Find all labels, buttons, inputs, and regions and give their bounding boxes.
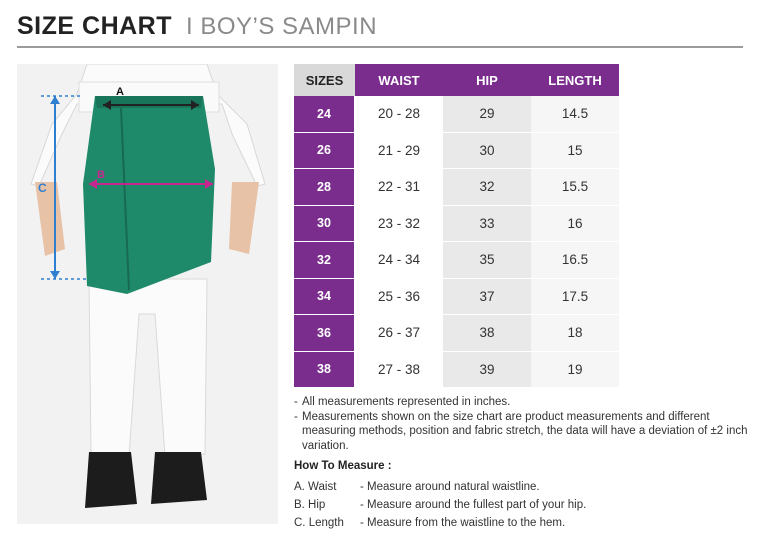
table-row bbox=[294, 96, 619, 133]
how-to-text: - Measure around natural waistline. bbox=[360, 481, 540, 493]
note-item: - All measurements represented in inches. bbox=[294, 396, 511, 408]
how-to-key: C. Length bbox=[294, 517, 344, 529]
page-header bbox=[17, 12, 377, 44]
size-cell: 32 bbox=[294, 242, 355, 279]
sampin-illustration bbox=[17, 64, 278, 524]
table-row bbox=[294, 206, 619, 243]
label-c: C bbox=[38, 181, 47, 195]
waist-cell: 27 - 38 bbox=[355, 352, 443, 389]
product-photo bbox=[17, 64, 278, 524]
header-hip: HIP bbox=[443, 64, 531, 96]
length-cell: 16 bbox=[531, 206, 619, 243]
waist-cell: 25 - 36 bbox=[355, 279, 443, 316]
hip-cell: 30 bbox=[443, 133, 531, 170]
size-cell: 28 bbox=[294, 169, 355, 206]
waist-cell: 26 - 37 bbox=[355, 315, 443, 352]
page-subtitle: I BOY’S SAMPIN bbox=[186, 13, 378, 40]
how-to-text: - Measure from the waistline to the hem. bbox=[360, 517, 566, 529]
table-row bbox=[294, 133, 619, 170]
page-title: SIZE CHART bbox=[17, 12, 172, 40]
table-row bbox=[294, 352, 619, 389]
table-header-row bbox=[294, 64, 619, 96]
header-waist: WAIST bbox=[355, 64, 443, 96]
length-cell: 16.5 bbox=[531, 242, 619, 279]
waist-cell: 20 - 28 bbox=[355, 96, 443, 133]
hip-cell: 37 bbox=[443, 279, 531, 316]
size-cell: 36 bbox=[294, 315, 355, 352]
header-sizes: SIZES bbox=[294, 64, 355, 96]
waist-cell: 23 - 32 bbox=[355, 206, 443, 243]
table-row bbox=[294, 279, 619, 316]
note-item: - Measurements shown on the size chart are product measurements and different measuring methods, position and fabric stretch, the data will have a deviation of ±2 inch variation. bbox=[294, 410, 754, 454]
table-row bbox=[294, 169, 619, 206]
hip-cell: 32 bbox=[443, 169, 531, 206]
length-cell: 17.5 bbox=[531, 279, 619, 316]
waist-cell: 21 - 29 bbox=[355, 133, 443, 170]
length-cell: 15.5 bbox=[531, 169, 619, 206]
size-cell: 26 bbox=[294, 133, 355, 170]
length-cell: 19 bbox=[531, 352, 619, 389]
label-b: B bbox=[97, 169, 105, 181]
how-to-text: - Measure around the fullest part of your hip. bbox=[360, 499, 587, 511]
hip-cell: 33 bbox=[443, 206, 531, 243]
waist-cell: 22 - 31 bbox=[355, 169, 443, 206]
measurement-notes bbox=[294, 395, 754, 453]
size-table bbox=[294, 64, 619, 388]
hip-cell: 35 bbox=[443, 242, 531, 279]
hip-cell: 39 bbox=[443, 352, 531, 389]
label-a: A bbox=[116, 86, 124, 98]
size-cell: 34 bbox=[294, 279, 355, 316]
how-to-title: How To Measure : bbox=[294, 460, 392, 472]
waist-cell: 24 - 34 bbox=[355, 242, 443, 279]
size-cell: 30 bbox=[294, 206, 355, 243]
length-cell: 14.5 bbox=[531, 96, 619, 133]
note-text: Measurements shown on the size chart are product measurements and different measuring methods, position and fabric stretch, the data will have a deviation of ±2 inch variation. bbox=[302, 410, 748, 452]
table-row bbox=[294, 242, 619, 279]
how-to-item bbox=[294, 496, 586, 514]
length-cell: 15 bbox=[531, 133, 619, 170]
how-to-key: A. Waist bbox=[294, 481, 337, 493]
how-to-item bbox=[294, 514, 586, 532]
how-to-key: B. Hip bbox=[294, 499, 326, 511]
size-cell: 24 bbox=[294, 96, 355, 133]
length-cell: 18 bbox=[531, 315, 619, 352]
size-cell: 38 bbox=[294, 352, 355, 389]
hip-cell: 38 bbox=[443, 315, 531, 352]
how-to-item bbox=[294, 478, 586, 496]
note-text: All measurements represented in inches. bbox=[302, 396, 511, 408]
table-row bbox=[294, 315, 619, 352]
header-divider bbox=[17, 46, 743, 48]
how-to-list bbox=[294, 478, 586, 532]
header-length: LENGTH bbox=[531, 64, 619, 96]
hip-cell: 29 bbox=[443, 96, 531, 133]
